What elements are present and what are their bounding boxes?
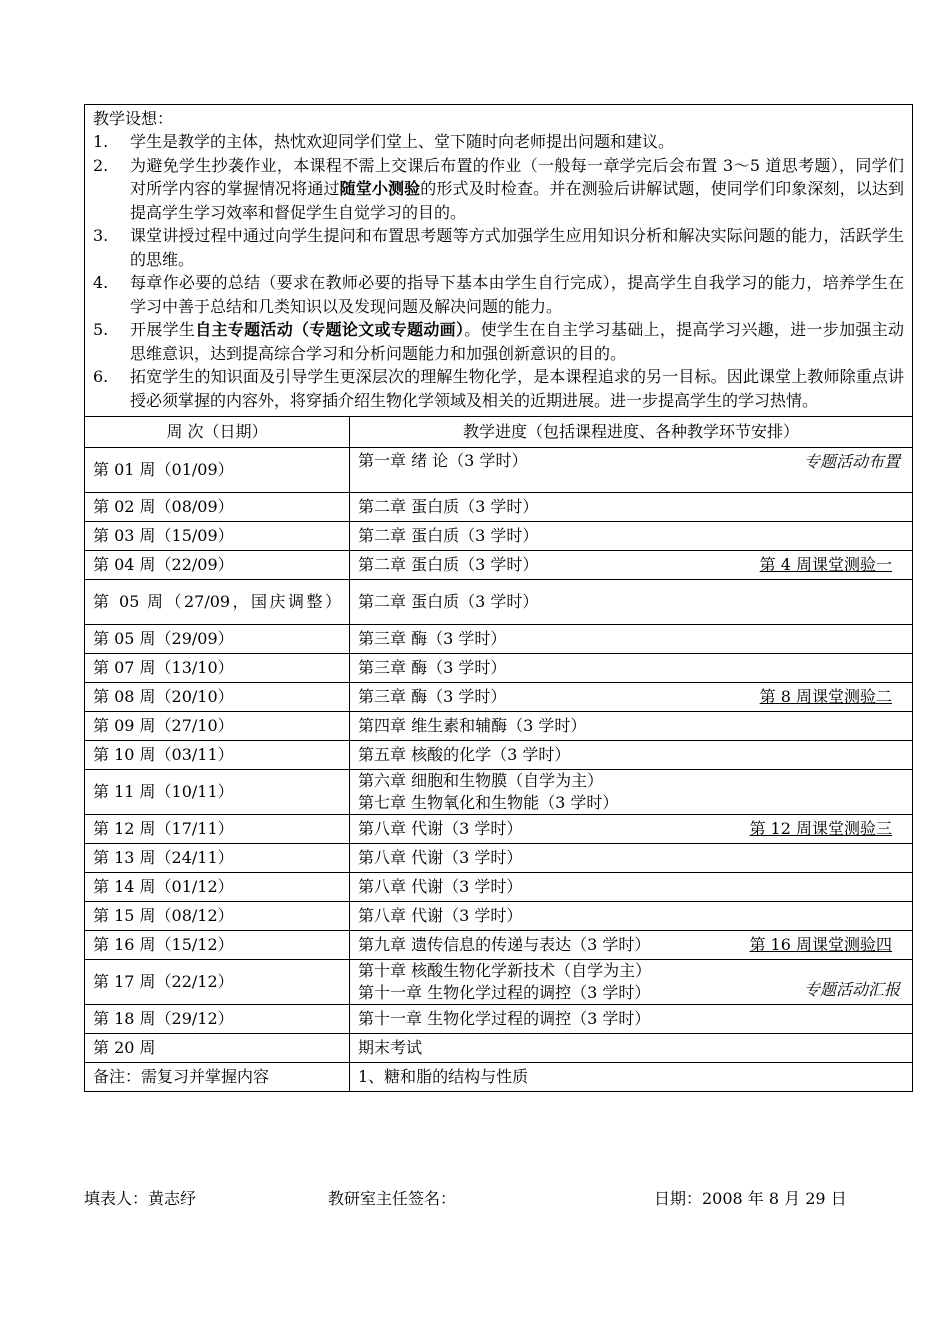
- plan-item-text: [130, 318, 904, 365]
- progress-line: 第三章 酶（3 学时）: [358, 687, 507, 706]
- week-cell: 第 13 周（24/11）: [85, 844, 350, 873]
- progress-cell: [350, 654, 913, 683]
- plan-item-text: [130, 130, 904, 154]
- progress-cell: [350, 815, 913, 844]
- week-cell: 第 03 周（15/09）: [85, 522, 350, 551]
- progress-cell: [350, 902, 913, 931]
- progress-cell: [350, 625, 913, 654]
- plan-item-number: 3.: [93, 226, 109, 245]
- plan-item: [93, 365, 904, 412]
- progress-cell: [350, 448, 913, 493]
- progress-line: 第二章 蛋白质（3 学时）: [358, 526, 539, 545]
- week-cell: 第 18 周（29/12）: [85, 1005, 350, 1034]
- schedule-row: [85, 683, 913, 712]
- teaching-plan-cell: [85, 105, 913, 417]
- week-column-header: 周 次（日期）: [85, 417, 350, 448]
- plan-item-fragment: 开展学生: [130, 320, 196, 339]
- quiz-note: 第 12 周课堂测验三: [749, 819, 893, 838]
- schedule-row: [85, 625, 913, 654]
- schedule-row: [85, 580, 913, 625]
- plan-item-number: 6.: [93, 367, 109, 386]
- plan-item: [93, 271, 904, 318]
- week-cell: 第 04 周（22/09）: [85, 551, 350, 580]
- week-cell: 第 12 周（17/11）: [85, 815, 350, 844]
- form-date: 日期：2008 年 8 月 29 日: [654, 1189, 847, 1208]
- schedule-row: [85, 493, 913, 522]
- week-cell: 第 05 周（29/09）: [85, 625, 350, 654]
- plan-item-fragment: 课堂讲授过程中通过向学生提问和布置思考题等方式加强学生应用知识分析和解决实际问题的能力，活跃学生的思维。: [130, 226, 905, 269]
- progress-cell: [350, 1063, 913, 1092]
- progress-line: 第六章 细胞和生物膜（自学为主）: [358, 771, 604, 790]
- week-cell: 第 02 周（08/09）: [85, 493, 350, 522]
- week-cell: 第 17 周（22/12）: [85, 960, 350, 1005]
- activity-note: 专题活动布置: [804, 452, 901, 471]
- director-signature-label: 教研室主任签名：: [328, 1189, 457, 1208]
- progress-line: 第二章 蛋白质（3 学时）: [358, 497, 539, 516]
- week-cell: 第 14 周（01/12）: [85, 873, 350, 902]
- plan-item-text: [130, 154, 904, 225]
- progress-line: 1、糖和脂的结构与性质: [358, 1067, 529, 1086]
- plan-item-number: 2.: [93, 155, 109, 175]
- progress-line: 第三章 酶（3 学时）: [358, 629, 507, 648]
- schedule-row: [85, 815, 913, 844]
- progress-line: 第十章 核酸生物化学新技术（自学为主）: [358, 961, 652, 980]
- progress-cell: [350, 580, 913, 625]
- plan-item-fragment: 的形式及时检查。并在测验后讲解试题，使同学们印象深刻，以达到提高学生学习效率和督促学生自觉学习的目的。: [130, 179, 904, 222]
- plan-item-text: [130, 224, 904, 271]
- progress-line: 第八章 代谢（3 学时）: [358, 848, 523, 867]
- plan-item: [93, 130, 904, 154]
- week-cell: 备注：需复习并掌握内容: [85, 1063, 350, 1092]
- progress-line: 第八章 代谢（3 学时）: [358, 819, 523, 838]
- progress-line: 第八章 代谢（3 学时）: [358, 906, 523, 925]
- schedule-row: [85, 960, 913, 1005]
- week-cell: 第 11 周（10/11）: [85, 770, 350, 815]
- progress-line: 第一章 绪 论（3 学时）: [358, 451, 528, 470]
- progress-line: 第四章 维生素和辅酶（3 学时）: [358, 716, 587, 735]
- progress-cell: [350, 1034, 913, 1063]
- progress-cell: [350, 493, 913, 522]
- week-cell: 第 15 周（08/12）: [85, 902, 350, 931]
- quiz-note: 第 8 周课堂测验二: [759, 687, 893, 706]
- progress-cell: [350, 712, 913, 741]
- week-cell: 第 07 周（13/10）: [85, 654, 350, 683]
- progress-line: 第八章 代谢（3 学时）: [358, 877, 523, 896]
- schedule-row: [85, 1005, 913, 1034]
- progress-cell: [350, 1005, 913, 1034]
- signature-footer: [84, 1186, 912, 1210]
- progress-line: 第七章 生物氧化和生物能（3 学时）: [358, 793, 619, 812]
- schedule-header-row: [85, 417, 913, 448]
- schedule-row: [85, 844, 913, 873]
- plan-item-fragment: 为避免学生抄袭作业，本课程不需上交课后布置的作业（一般每一章学完后会布置 3～5 道思考题），同学们对所学内容的掌握情况将通过: [130, 155, 905, 198]
- week-cell: 第 10 周（03/11）: [85, 741, 350, 770]
- schedule-row: [85, 551, 913, 580]
- week-cell: 第 05 周（27/09，国庆调整）: [85, 580, 350, 625]
- schedule-row: [85, 712, 913, 741]
- course-plan-table: [84, 104, 913, 1092]
- progress-cell: [350, 770, 913, 815]
- progress-cell: [350, 741, 913, 770]
- progress-cell: [350, 931, 913, 960]
- schedule-row: [85, 873, 913, 902]
- progress-cell: [350, 844, 913, 873]
- schedule-row: [85, 654, 913, 683]
- progress-cell: [350, 873, 913, 902]
- progress-cell: [350, 551, 913, 580]
- week-cell: 第 09 周（27/10）: [85, 712, 350, 741]
- progress-cell: [350, 960, 913, 1005]
- schedule-body: [85, 448, 913, 1092]
- schedule-row: [85, 741, 913, 770]
- plan-item-fragment: 学生是教学的主体，热忱欢迎同学们堂上、堂下随时向老师提出问题和建议。: [130, 132, 675, 151]
- schedule-row: [85, 770, 913, 815]
- quiz-note: 第 16 周课堂测验四: [749, 935, 893, 954]
- schedule-row: [85, 448, 913, 493]
- plan-item-text: [130, 365, 904, 412]
- progress-line: 期末考试: [358, 1038, 423, 1057]
- progress-line: 第五章 核酸的化学（3 学时）: [358, 745, 571, 764]
- plan-item-text: [130, 271, 904, 318]
- progress-line: 第九章 遗传信息的传递与表达（3 学时）: [358, 935, 651, 954]
- week-cell: 第 20 周: [85, 1034, 350, 1063]
- progress-line: 第三章 酶（3 学时）: [358, 658, 507, 677]
- plan-item-fragment: 。使学生在自主学习基础上，提高学习兴趣，进一步加强主动思维意识，达到提高综合学习和分析问题能力和加强创新意识的目的。: [130, 320, 904, 363]
- form-filler: 填表人：黄志纾: [84, 1189, 197, 1208]
- plan-item-number: 5.: [93, 320, 109, 339]
- plan-item-fragment: 每章作必要的总结（要求在教师必要的指导下基本由学生自行完成），提高学生自我学习的能力，培养学生在学习中善于总结和几类知识以及发现问题及解决问题的能力。: [130, 273, 905, 316]
- progress-cell: [350, 683, 913, 712]
- course-plan-document: [84, 104, 912, 1092]
- teaching-plan-list: [93, 130, 904, 412]
- schedule-row: [85, 1063, 913, 1092]
- plan-item-number: 1.: [93, 132, 109, 151]
- schedule-row: [85, 902, 913, 931]
- week-cell: 第 01 周（01/09）: [85, 448, 350, 493]
- progress-line: 第二章 蛋白质（3 学时）: [358, 555, 539, 574]
- schedule-row: [85, 931, 913, 960]
- plan-item: [93, 154, 904, 225]
- progress-line: 第二章 蛋白质（3 学时）: [358, 592, 539, 611]
- plan-item-number: 4.: [93, 273, 109, 292]
- plan-item: [93, 224, 904, 271]
- plan-item-emphasis: 随堂小测验: [339, 179, 421, 198]
- plan-item: [93, 318, 904, 365]
- plan-item-emphasis: 自主专题活动（专题论文或专题动画）: [195, 320, 465, 339]
- week-cell: 第 16 周（15/12）: [85, 931, 350, 960]
- progress-line: 第十一章 生物化学过程的调控（3 学时）: [358, 1009, 651, 1028]
- schedule-row: [85, 1034, 913, 1063]
- week-cell: 第 08 周（20/10）: [85, 683, 350, 712]
- plan-item-fragment: 拓宽学生的知识面及引导学生更深层次的理解生物化学，是本课程追求的另一目标。因此课堂上教师除重点讲授必须掌握的内容外，将穿插介绍生物化学领域及相关的近期进展。进一步提高学生的学习热情。: [130, 367, 905, 410]
- progress-cell: [350, 522, 913, 551]
- teaching-plan-title: 教学设想：: [93, 109, 174, 128]
- progress-line: 第十一章 生物化学过程的调控（3 学时）: [358, 983, 651, 1002]
- schedule-row: [85, 522, 913, 551]
- activity-note: 专题活动汇报: [804, 980, 901, 999]
- progress-column-header: 教学进度（包括课程进度、各种教学环节安排）: [350, 417, 913, 448]
- quiz-note: 第 4 周课堂测验一: [759, 555, 893, 574]
